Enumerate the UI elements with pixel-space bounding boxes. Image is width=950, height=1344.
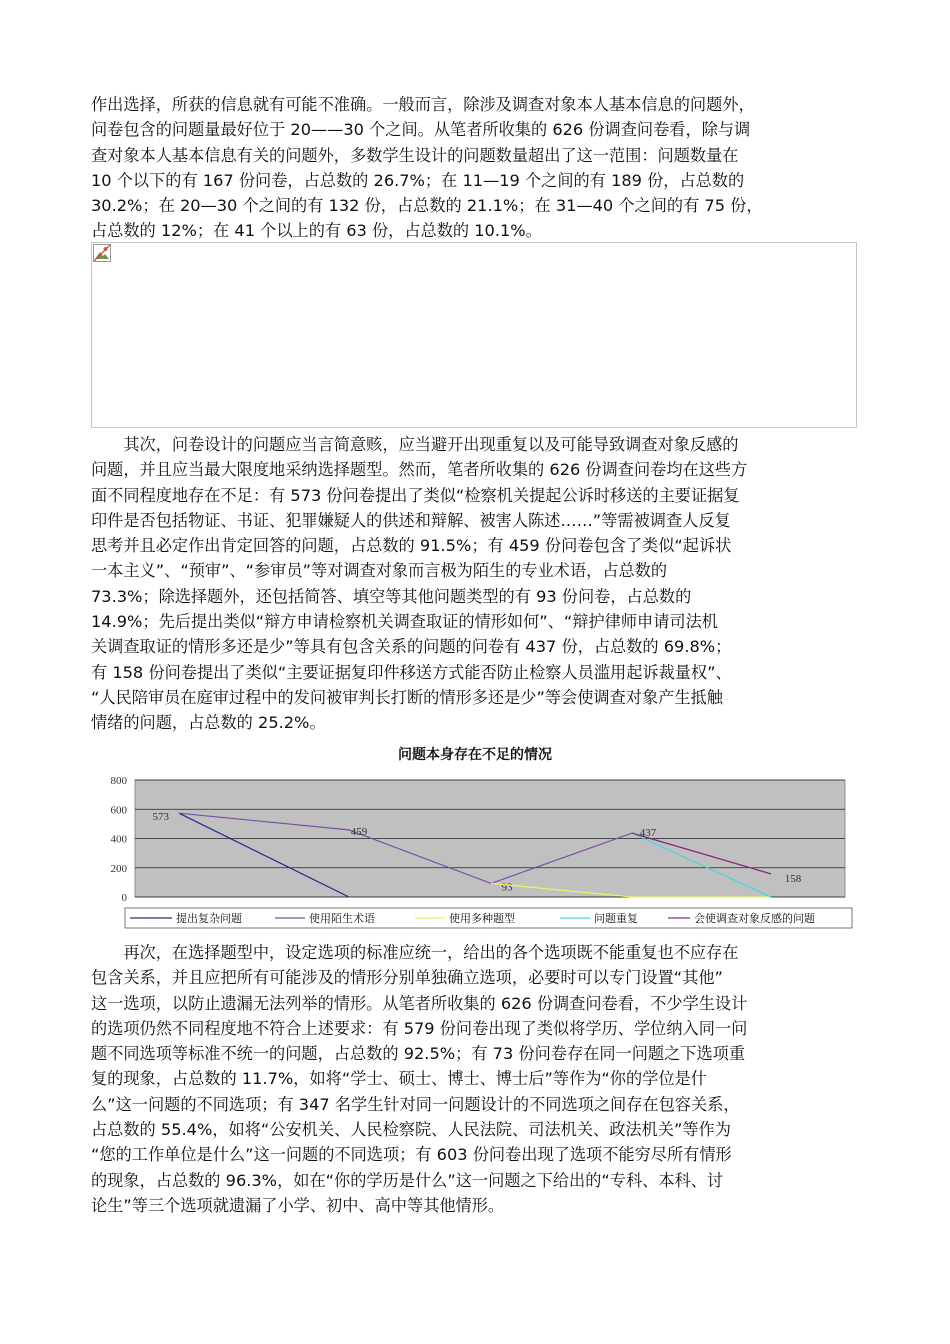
text-line: 关调查取证的情形多还是少”等具有包含关系的问题的问卷有 437 份，占总数的 69.8%； xyxy=(91,637,732,657)
text-line: 占总数的 12%；在 41 个以上的有 63 份，占总数的 10.1%。 xyxy=(91,221,542,241)
y-tick-label: 400 xyxy=(110,833,127,846)
text-line: 题不同选项等标准不统一的问题，占总数的 92.5%；有 73 份问卷存在同一问题之下选项重 xyxy=(91,1044,746,1064)
text-line: 30.2%；在 20—30 个之间的有 132 份，占总数的 21.1%；在 31—40 个之间的有 75 份， xyxy=(91,196,763,216)
text-line: 么”这一问题的不同选项；有 347 名学生针对同一问题设计的不同选项之间存在包容关系， xyxy=(91,1094,740,1114)
line-chart xyxy=(95,768,855,934)
text-line: 问卷包含的问题量最好位于 20——30 个之间。从笔者所收集的 626 份调查问卷看，除与调 xyxy=(91,120,751,140)
text-line: 印件是否包括物证、书证、犯罪嫌疑人的供述和辩解、被害人陈述……”等需被调查人反复 xyxy=(91,510,731,530)
text-line: 一本主义”、“预审”、“参审员”等对调查对象而言极为陌生的专业术语，占总数的 xyxy=(91,561,668,581)
legend-item: 使用多种题型 xyxy=(449,912,515,925)
text-line: 10 个以下的有 167 份问卷，占总数的 26.7%；在 11—19 个之间的有 189 份，占总数的 xyxy=(91,170,745,190)
y-tick-label: 200 xyxy=(110,862,127,875)
paragraph-1 xyxy=(91,92,861,244)
text-line: 的现象，占总数的 96.3%，如在“你的学历是什么”这一问题之下给出的“专科、本科、讨 xyxy=(91,1170,724,1190)
chart-title: 问题本身存在不足的情况 xyxy=(398,747,552,763)
text-line: 其次，问卷设计的问题应当言简意赅，应当避开出现重复以及可能导致调查对象反感的 xyxy=(91,435,739,454)
text-line: 查对象本人基本信息有关的问题外，多数学生设计的问题数量超出了这一范围：问题数量在 xyxy=(91,145,739,165)
text-line: 情绪的问题，占总数的 25.2%。 xyxy=(91,713,326,733)
text-line: 思考并且必定作出肯定回答的问题，占总数的 91.5%；有 459 份问卷包含了类似“起诉状 xyxy=(91,536,732,556)
text-line: 论生”等三个选项就遗漏了小学、初中、高中等其他情形。 xyxy=(91,1195,505,1215)
data-label: 93 xyxy=(501,881,513,894)
text-line: “您的工作单位是什么”这一问题的不同选项；有 603 份问卷出现了选项不能穷尽所有情形 xyxy=(91,1145,732,1165)
text-line: 73.3%；除选择题外，还包括简答、填空等其他问题类型的有 93 份问卷，占总数的 xyxy=(91,586,692,606)
text-line: 这一选项，以防止遗漏无法列举的情形。从笔者所收集的 626 份调查问卷看，不少学生设计 xyxy=(91,993,748,1013)
legend-item: 提出复杂问题 xyxy=(176,912,242,925)
text-line: 有 158 份问卷提出了类似“主要证据复印件移送方式能否防止检察人员滥用起诉裁量权”、 xyxy=(91,662,732,682)
text-line: 面不同程度地存在不足：有 573 份问卷提出了类似“检察机关提起公诉时移送的主要证据复 xyxy=(91,485,740,505)
text-line: 14.9%；先后提出类似“辩方申请检察机关调查取证的情形如何”、“辩护律师申请司法机 xyxy=(91,612,718,632)
text-line: 问题，并且应当最大限度地采纳选择题型。然而，笔者所收集的 626 份调查问卷均在这些方 xyxy=(91,460,748,480)
y-tick-label: 600 xyxy=(110,804,127,817)
embedded-image-placeholder xyxy=(91,242,857,428)
text-line: “人民陪审员在庭审过程中的发问被审判长打断的情形多还是少”等会使调查对象产生抵触 xyxy=(91,687,723,707)
broken-image-icon xyxy=(93,244,111,262)
paragraph-3 xyxy=(91,940,861,1218)
text-line: 占总数的 55.4%，如将“公安机关、人民检察院、人民法院、司法机关、政法机关”等作为 xyxy=(91,1120,731,1140)
paragraph-2 xyxy=(91,432,861,736)
text-line: 再次，在选择题型中，设定选项的标准应统一，给出的各个选项既不能重复也不应存在 xyxy=(91,943,739,962)
text-line: 复的现象，占总数的 11.7%，如将“学士、硕士、博士、博士后”等作为“你的学位是什 xyxy=(91,1069,707,1089)
data-label: 459 xyxy=(350,825,368,838)
y-tick-label: 0 xyxy=(121,892,127,904)
text-line: 作出选择，所获的信息就有可能不准确。一般而言，除涉及调查对象本人基本信息的问题外， xyxy=(91,95,755,114)
y-tick-label: 800 xyxy=(110,775,127,787)
legend-item: 使用陌生术语 xyxy=(309,912,375,925)
data-label: 158 xyxy=(784,872,802,885)
text-line: 包含关系，并且应把所有可能涉及的情形分别单独确立选项，必要时可以专门设置“其他” xyxy=(91,968,723,988)
legend-item: 会使调查对象反感的问题 xyxy=(694,912,815,925)
text-line: 的选项仍然不同程度地不符合上述要求：有 579 份问卷出现了类似将学历、学位纳入同一问 xyxy=(91,1018,748,1038)
data-label: 437 xyxy=(639,827,657,840)
legend-item: 问题重复 xyxy=(594,912,638,925)
data-label: 573 xyxy=(152,811,169,824)
